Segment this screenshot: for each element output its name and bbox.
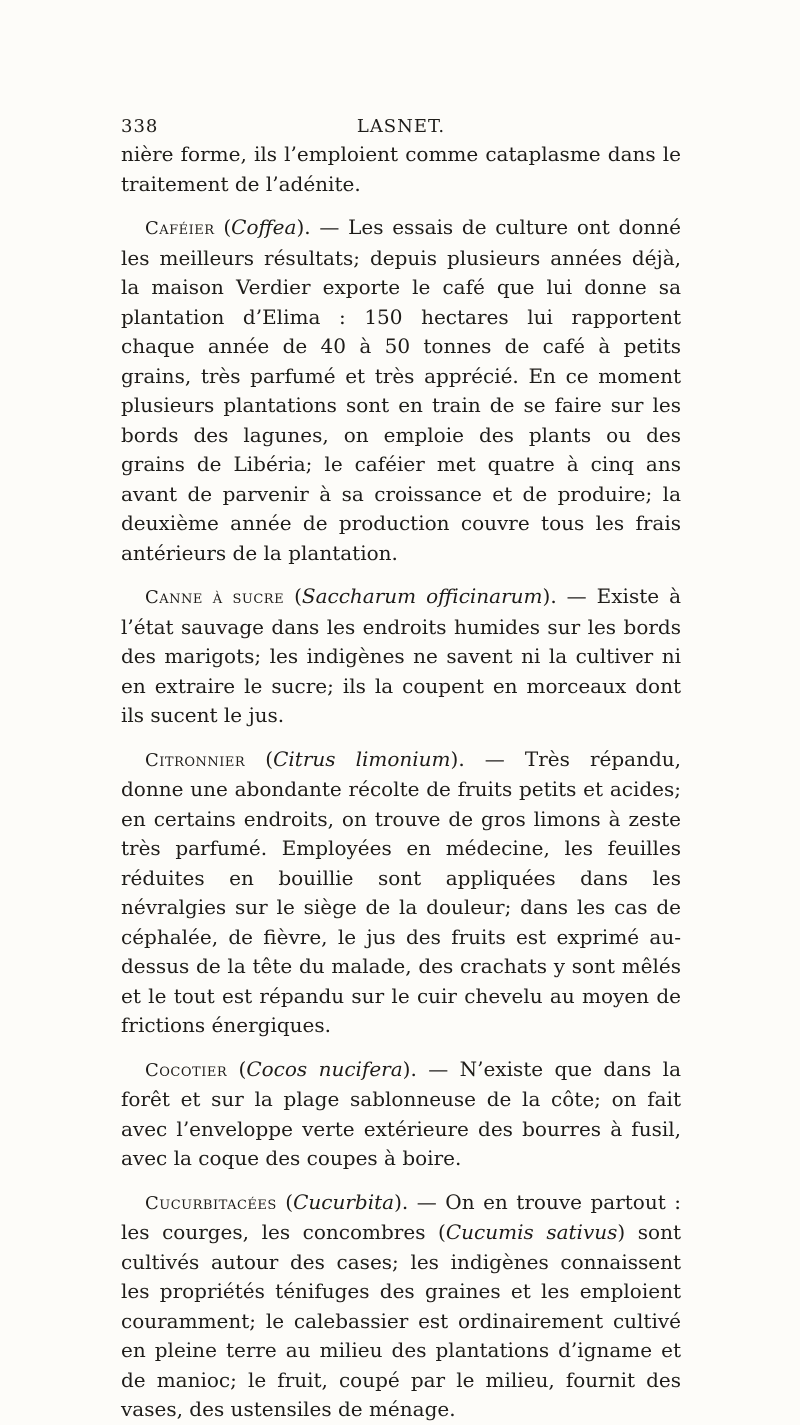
latin-name: Cucumis sativus	[445, 1220, 618, 1244]
entry-cafeier	[121, 213, 681, 568]
latin-name: Saccharum officinarum	[301, 584, 543, 608]
entry-text: On en trouve partout : les courges, les concombres (	[121, 1189, 681, 1244]
paren-close-dash: ). —	[450, 746, 525, 771]
entry-term: Cocotier	[145, 1059, 228, 1081]
entry-text: Existe à l’état sauvage dans les endroits humides sur les bords des marigots; les indigènes ne savent ni la cultiver ni en extraire le sucre; ils la coupent en morceaux dont ils sucent le jus.	[121, 584, 681, 727]
entry-text: Très répandu, donne une abondante récolte de fruits petits et acides; en certains endroits, on trouve de gros limons à zeste très parfumé. Employées en médecine, les feuilles réduites en bouillie sont appliquées dans les névralgies sur le siège de la douleur; dans les cas de céphalée, de fièvre, le jus des fruits est exprimé au-dessus de la tête du malade, des crachats y sont mêlés et le tout est répandu sur le cuir chevelu au moyen de frictions énergiques.	[121, 746, 681, 1037]
running-title: LASNET.	[356, 116, 446, 137]
paren-open: (	[214, 215, 232, 239]
paren-open: (	[227, 1056, 247, 1081]
paren-open: (	[245, 746, 274, 771]
paren-close-dash: ). —	[296, 215, 349, 239]
entry-canne-a-sucre	[121, 582, 681, 731]
latin-name: Cucurbita	[293, 1189, 395, 1214]
book-page	[121, 108, 681, 1425]
paren-close-dash: ). —	[394, 1189, 446, 1214]
entry-term: Canne à sucre	[145, 587, 285, 608]
continuation-paragraph: nière forme, ils l’emploient comme cataplasme dans le traitement de l’adénite.	[121, 142, 681, 196]
entry-term: Caféier	[145, 218, 215, 239]
latin-name: Cocos nucifera	[246, 1056, 403, 1081]
entry-text: ) sont cultivés autour des cases; les indigènes connaissent les propriétés ténifuges des graines et les emploient couramment; le calebassier est ordinairement cultivé en pleine terre au milieu des plantations d’igname et de manioc; le fruit, coupé par le milieu, fournit des vases, des ustensiles de ménage.	[121, 1220, 682, 1421]
latin-name: Coffea	[231, 215, 297, 239]
entry-text: N’existe que dans la forêt et sur la plage sablonneuse de la côte; on fait avec l’enveloppe verte extérieure des bourres à fusil, avec la coque des coupes à boire.	[121, 1056, 681, 1170]
latin-name: Citrus limonium	[273, 746, 451, 771]
entry-cucurbitacees	[121, 1188, 681, 1425]
entry-term: Cucurbitacées	[145, 1192, 277, 1214]
entry-citronnier	[121, 745, 681, 1041]
entry-text: Les essais de culture ont donné les meilleurs résultats; depuis plusieurs années déjà, la maison Verdier exporte le café que lui donne sa plantation d’Elima : 150 hectares lui rapportent chaque année de 40 à 50 tonnes de café à petits grains, très parfumé et très apprécié. En ce moment plusieurs plantations sont en train de se faire sur les bords des lagunes, on emploie des plants ou des grains de Libéria; le caféier met quatre à cinq ans avant de parvenir à sa croissance et de produire; la deuxième année de production couvre tous les frais antérieurs de la plantation.	[121, 215, 681, 565]
paren-close-dash: ). —	[402, 1056, 460, 1081]
entry-cocotier	[121, 1055, 681, 1174]
entry-term: Citronnier	[145, 749, 246, 771]
page-header	[121, 108, 681, 140]
paren-open: (	[276, 1189, 294, 1214]
paren-close-dash: ). —	[542, 584, 597, 608]
page-number: 338	[121, 116, 159, 137]
paren-open: (	[284, 584, 302, 608]
